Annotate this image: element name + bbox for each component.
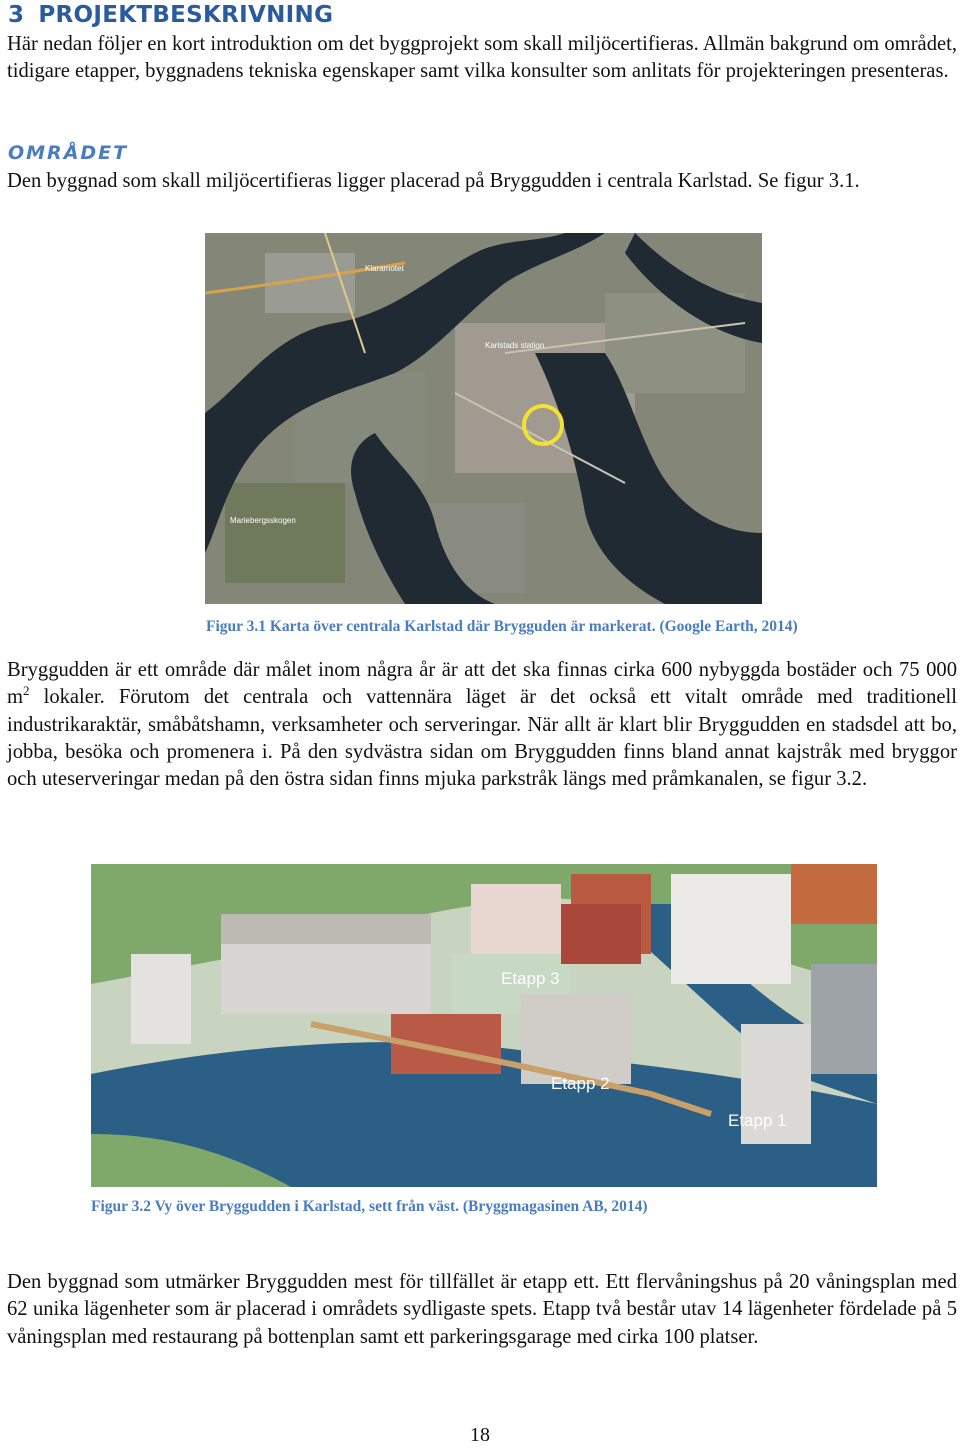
figure-caption-2-text: Figur 3.2 Vy över Bryggudden i Karlstad, sett från väst. [91, 1198, 459, 1215]
figure-caption-1-text: Figur 3.1 Karta över centrala Karlstad där Brygguden är markerat. [206, 618, 656, 635]
map-label-2: Karlstads station [485, 341, 545, 350]
figure-caption-2-source: (Bryggmagasinen AB, 2014) [462, 1198, 648, 1215]
etapp2-label: Etapp 2 [551, 1074, 610, 1093]
figure-caption-2 [91, 1198, 648, 1216]
subsection-paragraph: Den byggnad som skall miljöcertifieras ligger placerad på Bryggudden i centrala Karlstad. Se figur 3.1. [7, 170, 860, 192]
bryggudden-render-graphic [91, 864, 877, 1187]
etapp1-label: Etapp 1 [728, 1111, 787, 1130]
figure-caption-1-source: (Google Earth, 2014) [659, 618, 798, 635]
section-number: 3 [8, 2, 25, 28]
bryggudden-paragraph-part1: Bryggudden är ett område där målet inom några år är att det ska finnas cirka 600 nybyggda bostäder och 75 000 m [7, 659, 957, 709]
bryggudden-render-image [91, 864, 877, 1187]
bryggudden-paragraph-part2: lokaler. Förutom det centrala och vattennära läget är det också ett vitalt område med traditionell industrikaraktär, småbåtshamn, verksamheter och serveringar. När allt är klart blir Bryggudden en stadsdel att bo, jobba, besöka och promenera i. På den sydvästra sidan om Bryggudden finns bland annat kajstråk med bryggor och uteserveringar medan på den östra sidan finns mjuka parkstråk längs med pråmkanalen, se figur 3.2. [7, 686, 957, 791]
section-title: PROJEKTBESKRIVNING [38, 2, 334, 28]
page-number: 18 [470, 1424, 490, 1446]
figure-caption-1 [206, 618, 798, 636]
section-heading [8, 2, 333, 28]
subsection-heading: OMRÅDET [8, 142, 129, 164]
map-label-3: Mariebergsskogen [230, 516, 296, 525]
map-label-1: Klaramotet [365, 264, 404, 273]
etapp3-label: Etapp 3 [501, 969, 560, 988]
superscript-2: 2 [23, 683, 30, 699]
intro-paragraph: Här nedan följer en kort introduktion om det byggprojekt som skall miljöcertifieras. Allmän bakgrund om området, tidigare etapper, byggnadens tekniska egenskaper samt vilka konsulter som anlitats för projekteringen presenteras. [7, 33, 957, 83]
aerial-map-graphic [205, 233, 762, 604]
bryggudden-paragraph [7, 657, 957, 793]
aerial-map-image [205, 233, 762, 604]
etapp-paragraph: Den byggnad som utmärker Bryggudden mest för tillfället är etapp ett. Ett flervåningshus på 20 våningsplan med 62 unika lägenheter som är placerad i områdets sydligaste spets. Etapp två består utav 14 lägenheter fördelade på 5 våningsplan med restaurang på bottenplan samt ett parkeringsgarage med cirka 100 platser. [7, 1271, 957, 1348]
